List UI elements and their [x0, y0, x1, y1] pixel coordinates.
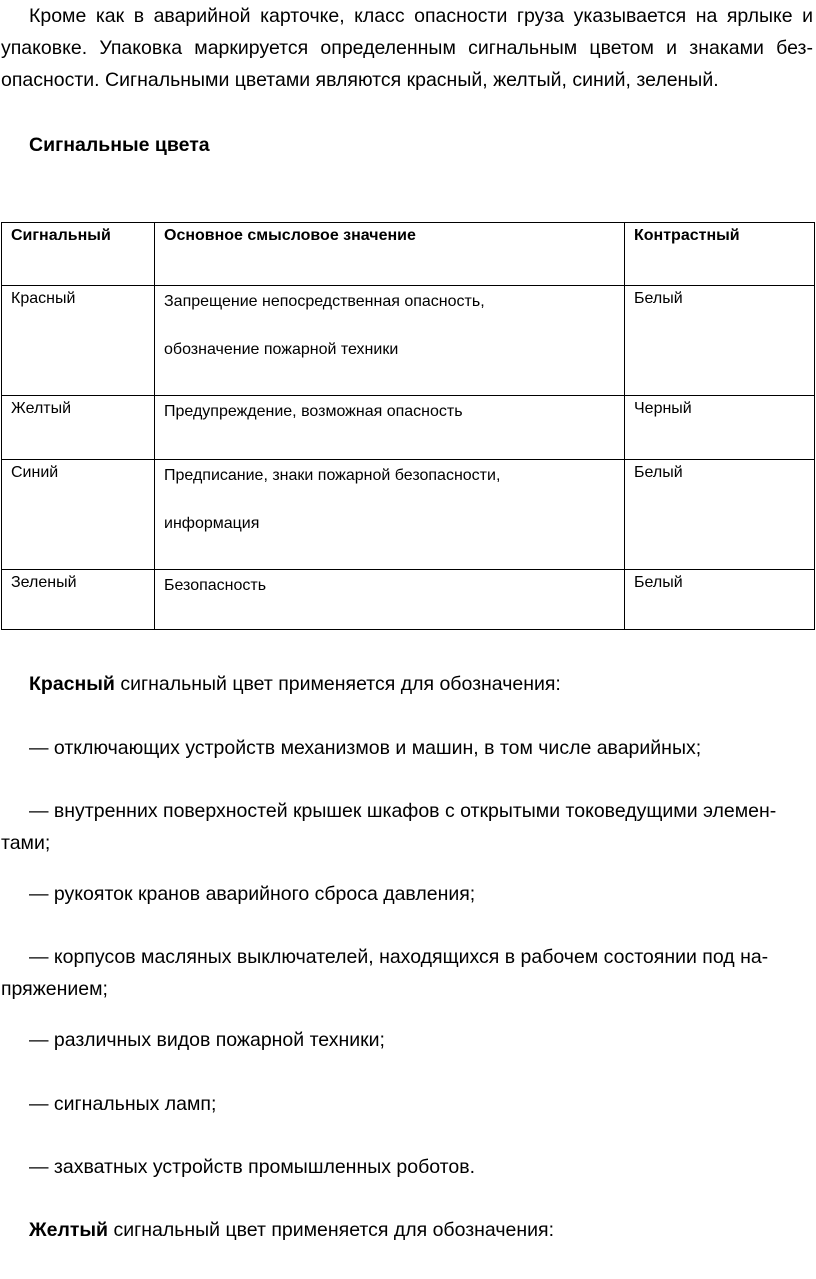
- list-item: — захватных устройств промышленных роботов.: [29, 1156, 476, 1178]
- yellow-lead-bold: Желтый: [29, 1219, 109, 1241]
- header-cell: Основное смысловое значение: [155, 223, 625, 286]
- meaning-cell: [155, 286, 625, 396]
- table-header-row: [2, 223, 815, 286]
- table-row: [2, 286, 815, 396]
- section-heading: Сигнальные цвета: [29, 134, 210, 156]
- header-cell: Контрастный: [625, 223, 815, 286]
- header-cell: Сигнальный: [2, 223, 155, 286]
- color-cell: Зеленый: [2, 570, 155, 630]
- list-item: — корпусов масляных выключателей, находящихся в рабочем состоянии под на-пряжением;: [1, 946, 769, 1000]
- list-item: — внутренних поверхностей крышек шкафов с открытыми токоведущими элемен-тами;: [1, 800, 777, 854]
- meaning-line: Предупреждение, возможная опасность: [164, 403, 463, 420]
- meaning-line: Безопасность: [164, 577, 267, 594]
- signal-colors-table: [1, 222, 815, 630]
- yellow-lead-paragraph: [1, 1214, 813, 1246]
- color-cell: Красный: [2, 286, 155, 396]
- meaning-cell: [155, 396, 625, 460]
- list-item: — различных видов пожарной техники;: [29, 1029, 385, 1051]
- contrast-cell: Белый: [625, 570, 815, 630]
- meaning-cell: [155, 460, 625, 570]
- table-row: [2, 396, 815, 460]
- yellow-lead-text: сигнальный цвет применяется для обозначения:: [108, 1219, 554, 1241]
- color-cell: Желтый: [2, 396, 155, 460]
- list-item: — сигнальных ламп;: [29, 1093, 217, 1115]
- meaning-line: обозначение пожарной техники: [164, 341, 399, 358]
- list-item: — рукояток кранов аварийного сброса давления;: [29, 883, 476, 905]
- meaning-cell: [155, 570, 625, 630]
- table-row: [2, 570, 815, 630]
- meaning-line: информация: [164, 515, 260, 532]
- table-row: [2, 460, 815, 570]
- color-cell: Синий: [2, 460, 155, 570]
- red-lead-bold: Красный: [29, 673, 115, 695]
- red-lead-paragraph: [1, 668, 813, 700]
- red-lead-text: сигнальный цвет применяется для обозначения:: [114, 673, 561, 695]
- meaning-line: Запрещение непосредственная опасность,: [164, 293, 485, 310]
- contrast-cell: Черный: [625, 396, 815, 460]
- contrast-cell: Белый: [625, 460, 815, 570]
- intro-paragraph: Кроме как в аварийной карточке, класс опасности груза указывается на ярлыке и упаковке. Упаковка маркируется определенным сигнальным цветом и знаками без-опасности. Сигнальными цветами являются красный, желтый, синий, зеленый.: [1, 5, 813, 91]
- meaning-line: Предписание, знаки пожарной безопасности,: [164, 467, 501, 484]
- contrast-cell: Белый: [625, 286, 815, 396]
- list-item: — отключающих устройств механизмов и машин, в том числе аварийных;: [29, 737, 702, 759]
